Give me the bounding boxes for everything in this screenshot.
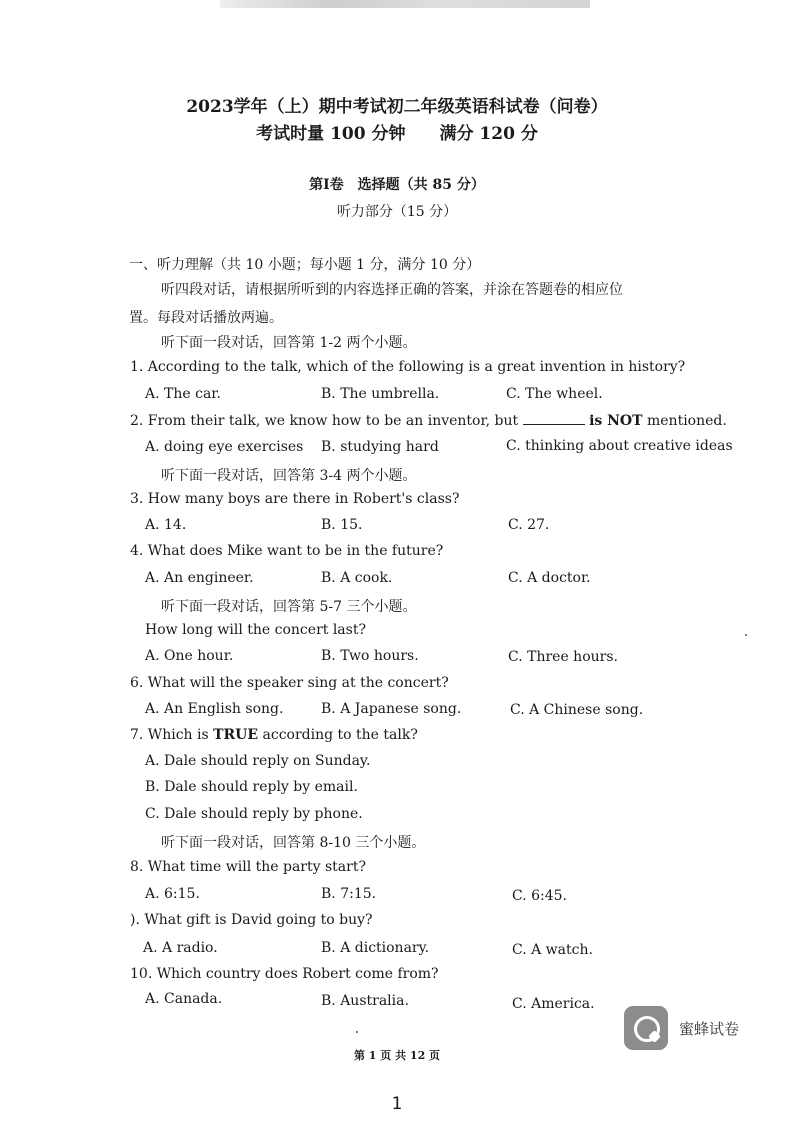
question-3-stem: 3. How many boys are there in Robert's class? xyxy=(130,491,460,507)
question-1-option-b: B. The umbrella. xyxy=(321,386,440,402)
exam-total-score: 满分 120 分 xyxy=(439,124,538,144)
question-8-option-c: C. 6:45. xyxy=(512,888,568,904)
page-info: 第 1 页 共 12 页 xyxy=(353,1049,441,1062)
exam-title: 2023学年（上）期中考试初二年级英语科试卷（问卷） xyxy=(186,97,608,117)
exam-meta xyxy=(0,119,794,144)
question-10-stem: 10. Which country does Robert come from? xyxy=(130,966,439,982)
section-title: 第Ⅰ卷 选择题（共 85 分） xyxy=(309,177,485,193)
question-3-option-b: B. 15. xyxy=(321,517,363,533)
question-9-option-a: A. A radio. xyxy=(143,940,218,956)
question-4-option-a: A. An engineer. xyxy=(145,570,254,586)
question-6-option-a: A. An English song. xyxy=(145,701,284,717)
question-9-stem: ). What gift is David going to buy? xyxy=(130,912,373,928)
question-4-option-b: B. A cook. xyxy=(321,570,393,586)
subsection-title: 听力部分（15 分） xyxy=(336,204,458,220)
page-number: 1 xyxy=(391,1094,403,1114)
question-1-option-a: A. The car. xyxy=(145,386,221,402)
question-10-option-a: A. Canada. xyxy=(145,991,223,1007)
question-10-option-c: C. America. xyxy=(512,996,595,1012)
question-2-option-c: C. thinking about creative ideas xyxy=(506,438,733,454)
question-7-stem xyxy=(130,727,418,743)
dialogue-lead-2: 听下面一段对话，回答第 3-4 两个小题。 xyxy=(161,468,417,484)
question-1-option-c: C. The wheel. xyxy=(506,386,603,402)
answer-blank xyxy=(523,412,585,425)
instructions-line-2: 置。每段对话播放两遍。 xyxy=(129,310,283,326)
exam-duration: 考试时量 100 分钟 xyxy=(256,124,406,144)
question-2-emphasis: is NOT xyxy=(589,413,643,429)
question-7-option-b: B. Dale should reply by email. xyxy=(145,779,358,795)
question-9-option-b: B. A dictionary. xyxy=(321,940,430,956)
question-6-option-c: C. A Chinese song. xyxy=(510,702,644,718)
instructions-line-1: 听四段对话，请根据所听到的内容选择正确的答案，并涂在答题卷的相应位 xyxy=(161,282,623,298)
question-8-option-a: A. 6:15. xyxy=(145,886,200,902)
part-heading: 一、听力理解（共 10 小题；每小题 1 分，满分 10 分） xyxy=(129,257,481,273)
question-3-option-a: A. 14. xyxy=(145,517,187,533)
question-5-stem: How long will the concert last? xyxy=(145,622,366,638)
question-7-emphasis: TRUE xyxy=(213,727,259,743)
question-7-stem-start: 7. Which is xyxy=(130,727,209,743)
question-2-option-a: A. doing eye exercises xyxy=(145,439,304,455)
dialogue-lead-4: 听下面一段对话，回答第 8-10 三个小题。 xyxy=(161,835,426,851)
question-2-stem xyxy=(130,412,727,429)
question-6-stem: 6. What will the speaker sing at the concert? xyxy=(130,675,449,691)
watermark-brand: 蜜蜂试卷 xyxy=(679,1020,740,1038)
dialogue-lead-3: 听下面一段对话，回答第 5-7 三个小题。 xyxy=(161,599,417,615)
question-5-option-b: B. Two hours. xyxy=(321,648,419,664)
question-9-option-c: C. A watch. xyxy=(512,942,593,958)
question-4-option-c: C. A doctor. xyxy=(508,570,591,586)
question-7-stem-end: according to the talk? xyxy=(262,727,418,743)
question-3-option-c: C. 27. xyxy=(508,517,550,533)
scan-speck xyxy=(356,1031,358,1033)
question-10-option-b: B. Australia. xyxy=(321,993,409,1009)
scan-speck xyxy=(745,634,747,636)
question-5-option-c: C. Three hours. xyxy=(508,649,618,665)
question-8-stem: 8. What time will the party start? xyxy=(130,859,366,875)
question-6-option-b: B. A Japanese song. xyxy=(321,701,462,717)
question-1-stem: 1. According to the talk, which of the following is a great invention in history? xyxy=(130,359,686,375)
question-2-stem-start: 2. From their talk, we know how to be an inventor, but xyxy=(130,413,519,429)
question-5-option-a: A. One hour. xyxy=(145,648,234,664)
question-7-option-a: A. Dale should reply on Sunday. xyxy=(145,753,371,769)
question-2-stem-end: mentioned. xyxy=(647,413,727,429)
question-4-stem: 4. What does Mike want to be in the future? xyxy=(130,543,444,559)
dialogue-lead-1: 听下面一段对话，回答第 1-2 两个小题。 xyxy=(161,335,417,351)
search-bubble-icon xyxy=(624,1006,668,1050)
scan-top-band xyxy=(220,0,590,8)
question-7-option-c: C. Dale should reply by phone. xyxy=(145,806,363,822)
question-8-option-b: B. 7:15. xyxy=(321,886,377,902)
question-2-option-b: B. studying hard xyxy=(321,439,439,455)
